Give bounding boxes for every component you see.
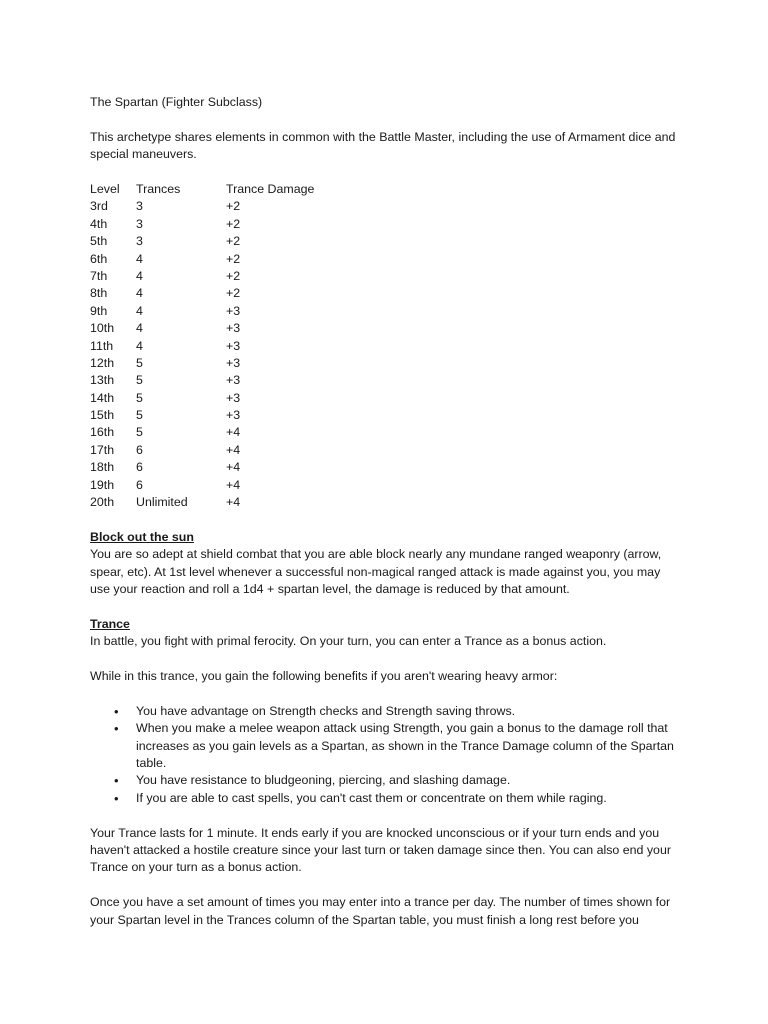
cell-trance-damage: +3 xyxy=(226,321,241,336)
cell-trance-damage: +2 xyxy=(226,216,241,231)
list-item: • You have advantage on Strength checks and Strength saving throws. xyxy=(90,703,690,720)
cell-trance-damage: +4 xyxy=(226,425,241,440)
cell-trances: 6 xyxy=(136,460,143,475)
table-row xyxy=(90,442,768,459)
cell-level: 3rd xyxy=(90,199,108,214)
table-row xyxy=(90,285,768,302)
table-row xyxy=(90,390,768,407)
cell-trances: 4 xyxy=(136,286,143,301)
table-row xyxy=(90,303,768,320)
cell-level: 8th xyxy=(90,286,108,301)
header-trance-damage: Trance Damage xyxy=(226,182,315,196)
cell-level: 11th xyxy=(90,338,114,353)
cell-trance-damage: +3 xyxy=(226,373,241,388)
table-row xyxy=(90,233,768,250)
cell-trances: 3 xyxy=(136,199,143,214)
cell-trance-damage: +4 xyxy=(226,460,241,475)
cell-trances: 5 xyxy=(136,355,143,370)
table-row xyxy=(90,407,768,424)
cell-trances: 5 xyxy=(136,373,143,388)
trance-paragraph-1: In battle, you fight with primal ferocity. On your turn, you can enter a Trance as a bonus action. xyxy=(90,634,607,649)
table-row xyxy=(90,477,768,494)
cell-trance-damage: +3 xyxy=(226,338,241,353)
cell-level: 15th xyxy=(90,408,115,423)
cell-trance-damage: +3 xyxy=(226,355,241,370)
cell-level: 18th xyxy=(90,460,115,475)
cell-level: 19th xyxy=(90,477,115,492)
table-row xyxy=(90,320,768,337)
cell-trance-damage: +3 xyxy=(226,390,241,405)
cell-level: 5th xyxy=(90,234,108,249)
table-row xyxy=(90,424,768,441)
trance-paragraph-2: While in this trance, you gain the following benefits if you aren't wearing heavy armor: xyxy=(90,669,558,684)
table-row xyxy=(90,338,768,355)
list-item: • If you are able to cast spells, you can't cast them or concentrate on them while raging. xyxy=(90,790,690,807)
cell-level: 4th xyxy=(90,216,108,231)
cell-trances: 4 xyxy=(136,303,143,318)
table-row xyxy=(90,372,768,389)
table-row xyxy=(90,251,768,268)
cell-level: 13th xyxy=(90,373,115,388)
cell-trance-damage: +3 xyxy=(226,408,241,423)
trance-paragraph-4: Once you have a set amount of times you may enter into a trance per day. The number of times shown for your Spartan level in the Trances column of the Spartan table, you must finish a long rest before you xyxy=(90,895,671,927)
spartan-table xyxy=(90,181,768,511)
cell-trance-damage: +2 xyxy=(226,251,241,266)
cell-trance-damage: +4 xyxy=(226,495,241,510)
block-heading: Block out the sun xyxy=(90,529,194,544)
cell-trances: 4 xyxy=(136,251,143,266)
cell-level: 16th xyxy=(90,425,115,440)
cell-trances: 3 xyxy=(136,216,143,231)
header-trances: Trances xyxy=(136,182,181,196)
cell-trances: 6 xyxy=(136,477,143,492)
cell-trance-damage: +2 xyxy=(226,199,241,214)
table-row xyxy=(90,355,768,372)
intro-paragraph: This archetype shares elements in common with the Battle Master, including the use of Armament dice and special maneuvers. xyxy=(90,129,676,162)
cell-trances: 3 xyxy=(136,234,143,249)
cell-trances: 4 xyxy=(136,338,143,353)
list-item: • When you make a melee weapon attack using Strength, you gain a bonus to the damage roll that increases as you gain levels as a Spartan, as shown in the Trance Damage column of the Spartan table. xyxy=(90,720,690,772)
table-row xyxy=(90,216,768,233)
block-paragraph: You are so adept at shield combat that you are able block nearly any mundane ranged weaponry (arrow, spear, etc). At 1st level whenever a successful non-magical ranged attack is made against you, you may use your reaction and roll a 1d4 + spartan level, the damage is reduced by that amount. xyxy=(90,547,662,597)
trance-heading: Trance xyxy=(90,616,130,631)
cell-level: 7th xyxy=(90,268,108,283)
cell-level: 20th xyxy=(90,495,115,510)
cell-trance-damage: +3 xyxy=(226,303,241,318)
cell-trances: 4 xyxy=(136,268,143,283)
table-row xyxy=(90,198,768,215)
cell-level: 9th xyxy=(90,303,108,318)
trance-benefits-list xyxy=(90,703,690,807)
trance-paragraph-3: Your Trance lasts for 1 minute. It ends early if you are knocked unconscious or if your turn ends and you haven't attacked a hostile creature since your last turn or taken damage since then. You can also end your Trance on your turn as a bonus action. xyxy=(90,825,671,875)
cell-level: 14th xyxy=(90,390,115,405)
header-level: Level xyxy=(90,182,120,196)
cell-level: 6th xyxy=(90,251,108,266)
table-header-row xyxy=(90,181,768,198)
cell-trance-damage: +4 xyxy=(226,442,241,457)
cell-trances: 4 xyxy=(136,321,143,336)
cell-level: 10th xyxy=(90,321,115,336)
cell-trances: 5 xyxy=(136,408,143,423)
page-title: The Spartan (Fighter Subclass) xyxy=(90,95,263,109)
cell-trances: 6 xyxy=(136,442,143,457)
cell-trance-damage: +2 xyxy=(226,268,241,283)
cell-trance-damage: +2 xyxy=(226,286,241,301)
cell-level: 12th xyxy=(90,355,115,370)
cell-trances: 5 xyxy=(136,425,143,440)
cell-level: 17th xyxy=(90,442,115,457)
cell-trance-damage: +2 xyxy=(226,234,241,249)
list-item: • You have resistance to bludgeoning, piercing, and slashing damage. xyxy=(90,772,690,789)
cell-trance-damage: +4 xyxy=(226,477,241,492)
table-body xyxy=(90,198,768,511)
table-row xyxy=(90,494,768,511)
table-row xyxy=(90,459,768,476)
cell-trances: Unlimited xyxy=(136,495,188,510)
table-row xyxy=(90,268,768,285)
cell-trances: 5 xyxy=(136,390,143,405)
